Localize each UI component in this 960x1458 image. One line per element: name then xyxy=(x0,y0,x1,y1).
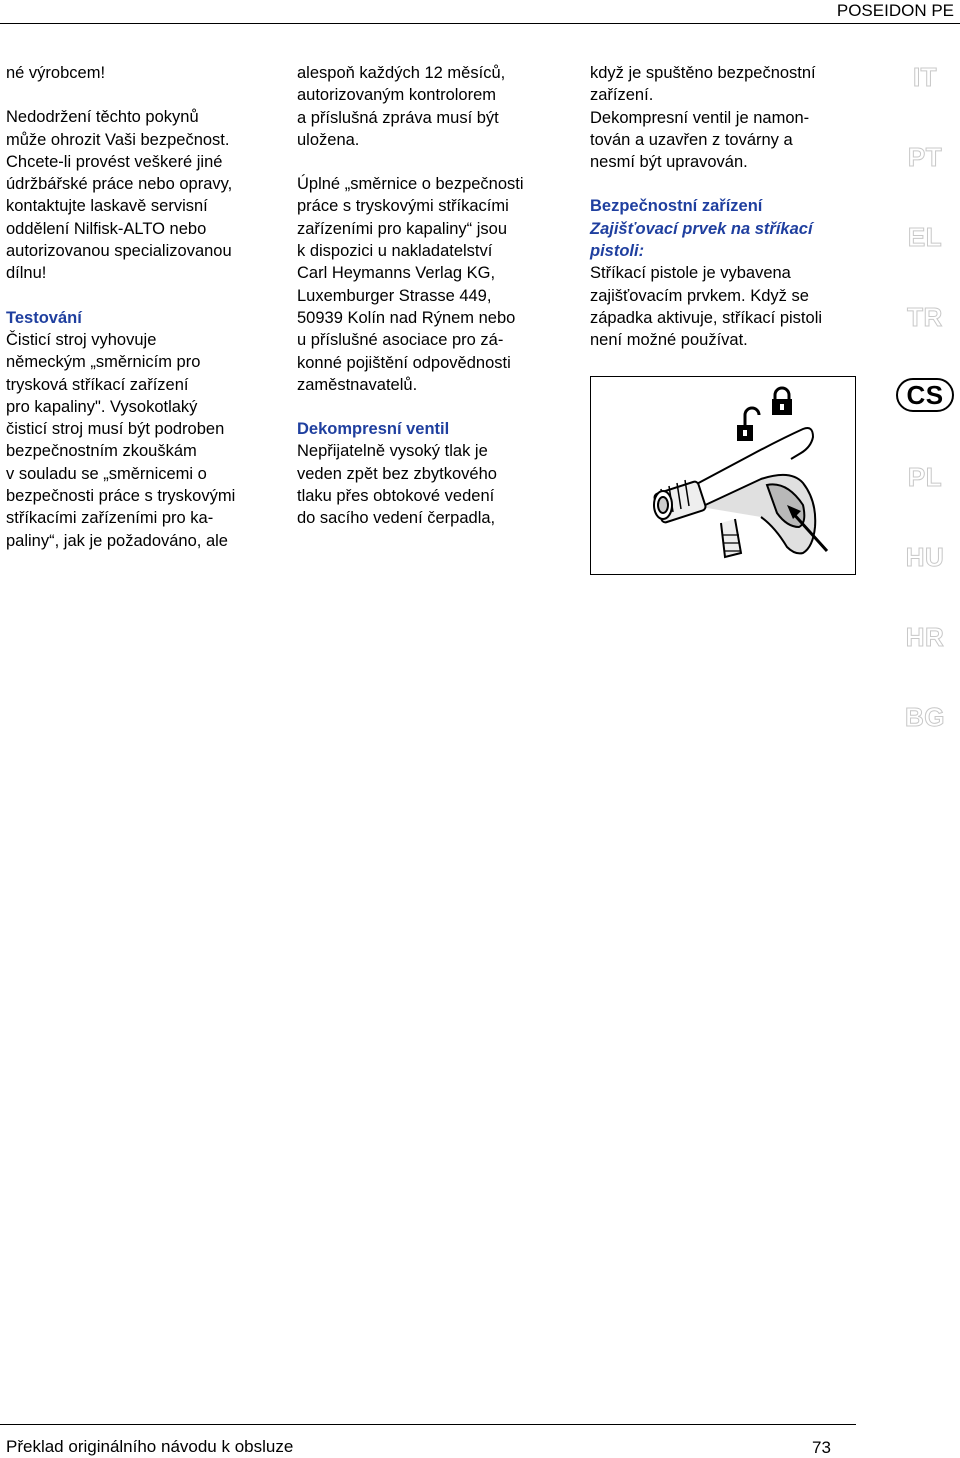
heading-decompression: Dekompresní ventil xyxy=(297,420,450,439)
paragraph-regulations: Úplné „směrnice o bezpečnosti práce s tryskovými stříkacími zařízeními pro kapaliny“ jsou k dispozici u nakladatelství Carl Heymanns Verlag KG, Luxemburger Strasse 449, 50939 Kolín nad Rýnem nebo u příslušné asociace pro zá- konné pojištění odpovědnosti zaměstnavatelů. xyxy=(297,175,524,394)
paragraph-inspection: alespoň každých 12 měsíců, autorizovaným kontrolorem a příslušná zpráva musí být uložena. xyxy=(297,64,506,149)
language-tab-hr[interactable]: HR xyxy=(905,622,945,652)
paragraph-intro: né výrobcem! xyxy=(6,64,106,82)
language-tab-tr[interactable]: TR xyxy=(907,302,943,332)
footer-caption: Překlad originálního návodu k obsluze xyxy=(6,1437,294,1456)
language-tab-pt[interactable]: PT xyxy=(907,142,943,172)
language-tab-hu[interactable]: HU xyxy=(905,542,945,572)
language-tab-el[interactable]: EL xyxy=(907,222,943,252)
document-title: POSEIDON PE xyxy=(836,1,954,20)
language-tab-bg[interactable]: BG xyxy=(905,702,945,732)
column-1 xyxy=(6,62,276,552)
spray-gun-body xyxy=(653,428,815,557)
header-rule xyxy=(0,23,960,24)
paragraph-valve: když je spuštěno bezpečnostní zařízení. Dekompresní ventil je namon- tován a uzavřen z továrny a nesmí být upravován. xyxy=(590,64,816,172)
locked-padlock-icon xyxy=(772,388,792,415)
page-number: 73 xyxy=(812,1438,831,1457)
language-tab-cs[interactable]: CS xyxy=(890,378,960,412)
heading-safety-device: Bezpečnostní zařízení xyxy=(590,197,763,216)
language-tab-it[interactable]: IT xyxy=(912,62,938,92)
spray-gun-illustration xyxy=(591,377,855,574)
unlocked-padlock-icon xyxy=(737,408,759,441)
heading-testing: Testování xyxy=(6,308,82,327)
column-2 xyxy=(297,62,567,530)
spray-gun-figure xyxy=(590,376,856,575)
paragraph-warning: Nedodržení těchto pokynů může ohrozit Vaši bezpečnost. Chcete-li provést veškeré jiné údržbářské práce nebo opravy, kontaktujte laskavě servisní oddělení Nilfisk-ALTO nebo autorizovanou specializovanou dílnu! xyxy=(6,108,233,283)
section-testing: Testování Čisticí stroj vyhovuje německým „směrnicím pro trysková stříkací zařízení pro kapaliny". Vysokotlaký čisticí stroj musí být podroben bezpečnostním zkouškám v souladu se „směrnicemi o bezpečnosti práce s tryskovými stříkacími zařízeními pro ka- paliny“, jak je požadováno, ale xyxy=(6,308,236,550)
language-tab-pl[interactable]: PL xyxy=(907,462,943,492)
section-safety-device: Bezpečnostní zařízení Zajišťovací prvek na stříkací pistoli: Stříkací pistole je vybavena zajišťovacím prvkem. Když se západka aktivuje, stříkací pistoli není možné používat. xyxy=(590,197,823,350)
footer-rule xyxy=(0,1424,856,1425)
section-decompression: Dekompresní ventil Nepřijatelně vysoký tlak je veden zpět bez zbytkového tlaku přes obtokové vedení do sacího vedení čerpadla, xyxy=(297,420,497,528)
subheading-lock: Zajišťovací prvek na stříkací xyxy=(590,219,813,238)
column-3 xyxy=(590,62,865,352)
